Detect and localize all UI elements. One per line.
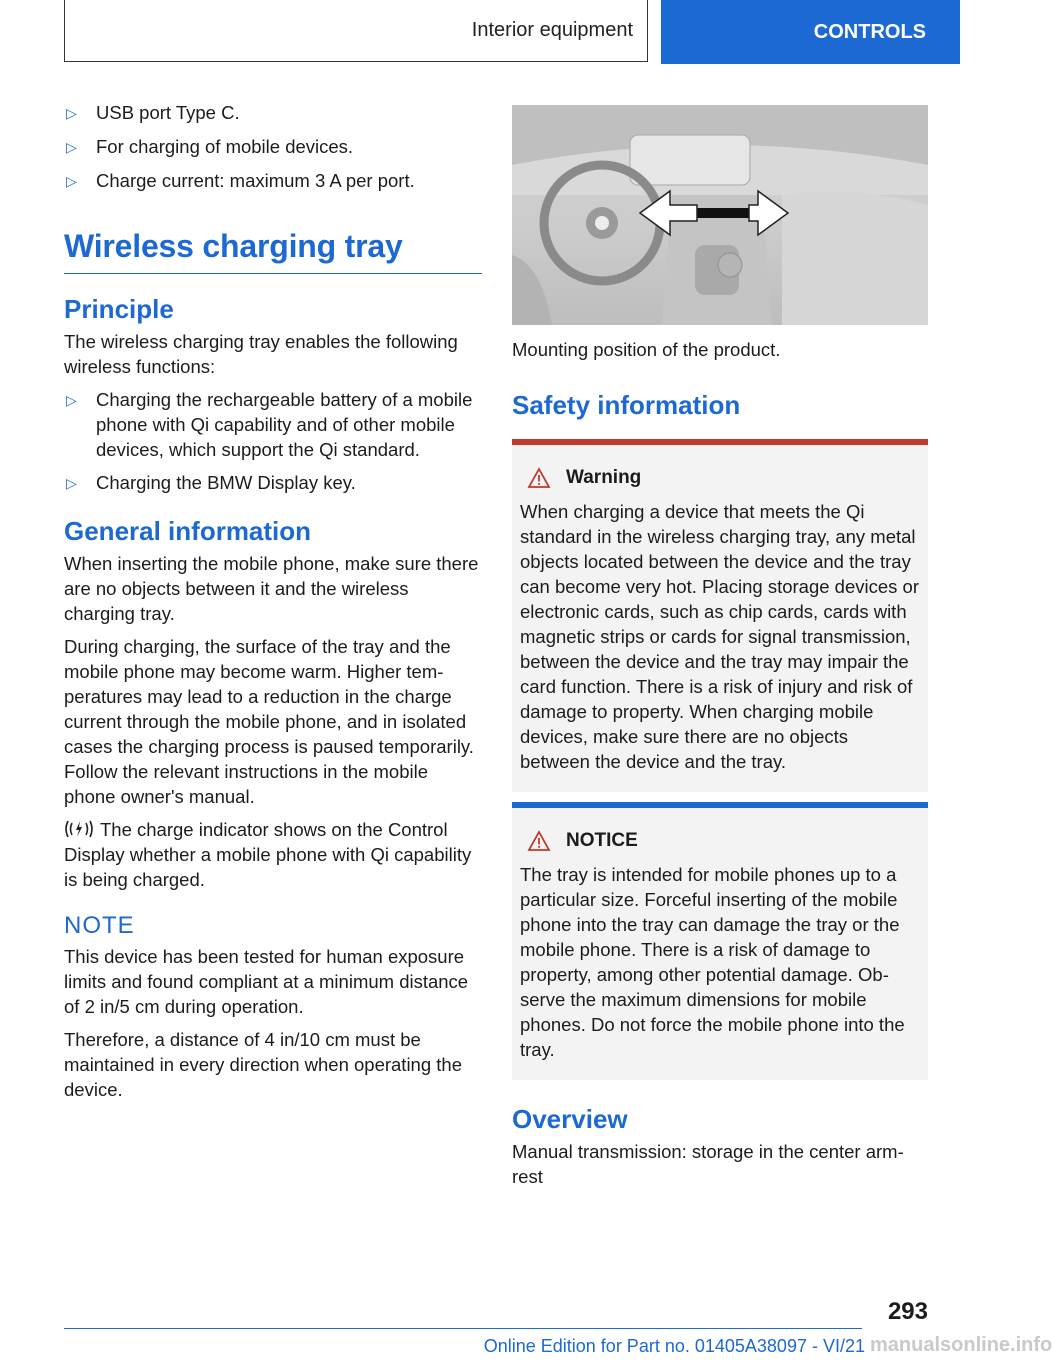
page-number: 293 — [887, 1298, 928, 1325]
wireless-charging-icon — [64, 819, 94, 839]
overview-text: Manual transmission: storage in the center armrest — [512, 1141, 904, 1187]
warning-triangle-icon — [528, 468, 550, 488]
overview-heading: Overview — [512, 1104, 628, 1134]
list-item — [64, 470, 482, 496]
note-paragraph-2: Therefore, a distance of 4 in/10 cm must be maintained in every direction when operating the device. — [64, 1029, 462, 1100]
left-column — [64, 100, 482, 1110]
dashboard-illustration — [512, 105, 928, 325]
warning-title-row — [528, 467, 920, 489]
list-item — [64, 100, 482, 126]
warning-box — [512, 439, 928, 792]
footer-edition: Online Edition for Part no. 01405A38097 - VI/21 — [483, 1336, 865, 1356]
general-heading: General information — [64, 516, 312, 546]
bullet-text: USB port Type C. — [96, 102, 240, 123]
bullet-triangle-icon: ▷ — [66, 392, 77, 408]
right-column — [512, 105, 928, 1197]
list-item — [64, 168, 482, 194]
notice-box — [512, 802, 928, 1080]
notice-title-row — [528, 830, 920, 852]
bullet-triangle-icon: ▷ — [66, 105, 77, 121]
general-paragraph-1: When inserting the mobile phone, make sure there are no objects between it and the wireless charging tray. — [64, 553, 479, 624]
warning-text: When charging a device that meets the Qi standard in the wireless charging tray, any metal objects located between the device and the tray can become very hot. Placing storage devices or electronic cards, such as chip cards, cards with magnetic strips or cards for signal transmission, between the device and the tray may impair the card function. There is a risk of injury and risk of damage to property. When charging mobile devices, make sure there are no objects between the device and the tray. — [520, 501, 919, 772]
principle-text: The wireless charging tray enables the following wireless functions: — [64, 331, 458, 377]
bullet-triangle-icon: ▷ — [66, 475, 77, 491]
bullet-text: For charging of mobile devices. — [96, 136, 354, 157]
header-section-tab — [64, 0, 648, 62]
note-heading: NOTE — [64, 912, 135, 939]
list-item — [64, 134, 482, 160]
page-title: Wireless charging tray — [64, 228, 482, 274]
notice-text: The tray is intended for mobile phones up to a particular size. Forceful inserting of the mobile phone into the tray can damage the tray or the mobile phone. There is a risk of damage to property, among other potential damage. Observe the maximum dimensions for mobile phones. Do not force the mobile phone into the tray. — [520, 864, 905, 1060]
safety-heading: Safety information — [512, 390, 741, 420]
charge-indicator-text: The charge indicator shows on the Control Display whether a mobile phone with Qi capability is being charged. — [64, 819, 472, 890]
watermark: manualsonline.info — [870, 1334, 1052, 1356]
header-chapter-label: CONTROLS — [813, 20, 926, 43]
footer-divider — [64, 1328, 862, 1329]
header-chapter-tab — [661, 0, 960, 64]
bullet-text: Charge current: maximum 3 A per port. — [96, 170, 415, 191]
bullet-text: Charging the BMW Display key. — [96, 472, 356, 493]
warning-title: Warning — [566, 467, 642, 488]
header-section-label: Interior equipment — [471, 19, 633, 41]
bullet-text: Charging the rechargeable battery of a mobile phone with Qi capability and of other mobile devices, which support the Qi standard. — [96, 389, 473, 460]
general-paragraph-3 — [64, 817, 482, 892]
bullet-triangle-icon: ▷ — [66, 139, 77, 155]
list-item — [64, 387, 482, 462]
bullet-triangle-icon: ▷ — [66, 173, 77, 189]
dashboard-photo — [512, 105, 928, 325]
general-paragraph-2: During charging, the surface of the tray and the mobile phone may become warm. Higher temperatures may lead to a reduction in the charge current through the mobile phone, and in isolated cases the charging process is paused temporarily. Follow the relevant instructions in the mobile phone owner's manual. — [64, 636, 474, 807]
note-paragraph-1: This device has been tested for human exposure limits and found compliant at a minimum distance of 2 in/5 cm during operation. — [64, 946, 469, 1017]
principle-heading: Principle — [64, 294, 174, 324]
image-caption: Mounting position of the product. — [512, 339, 781, 360]
warning-triangle-icon — [528, 831, 550, 851]
notice-title: NOTICE — [566, 830, 638, 851]
